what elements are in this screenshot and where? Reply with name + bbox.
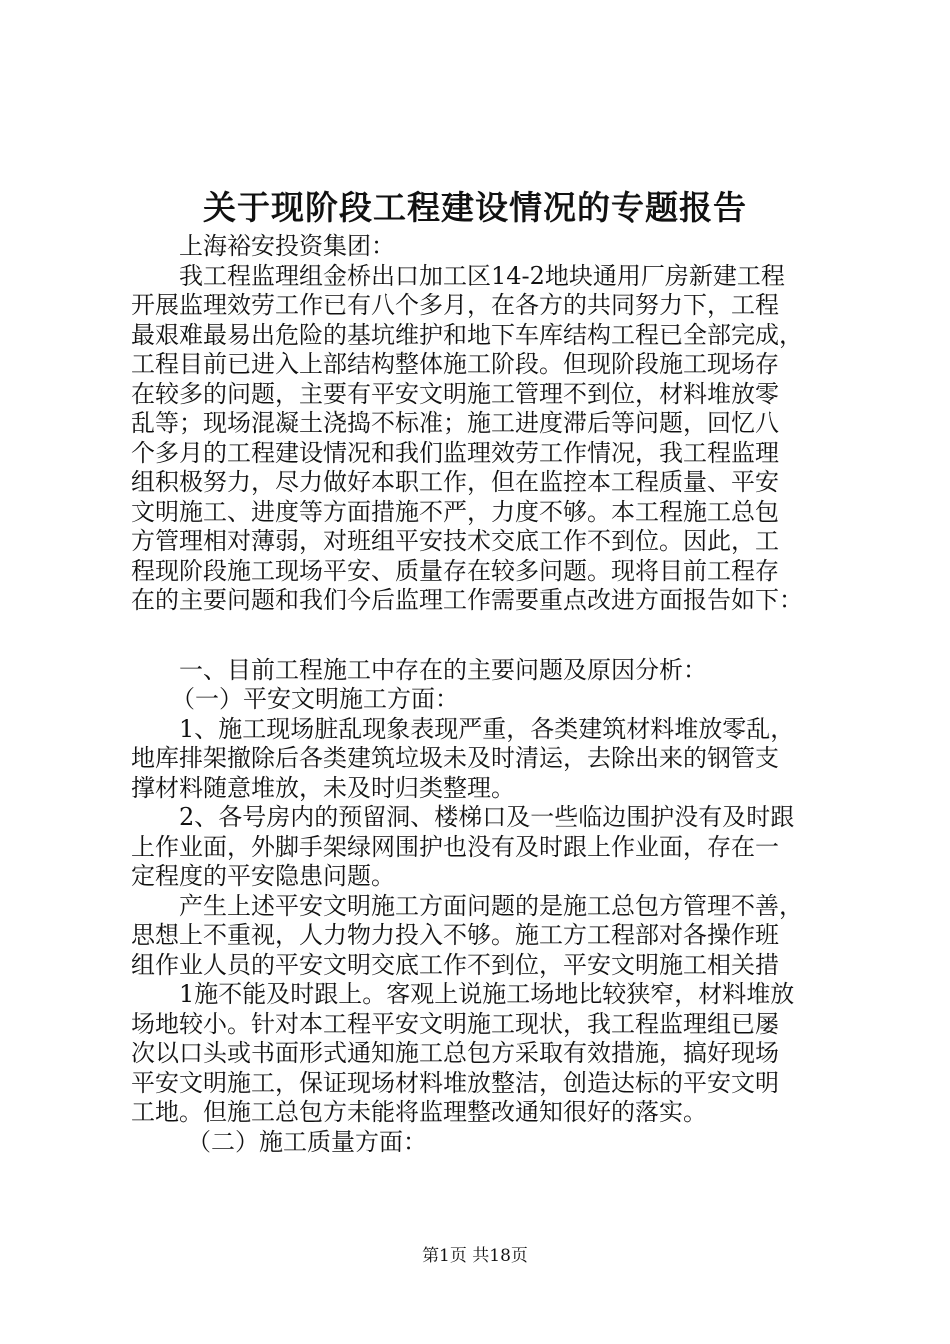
paragraph-line: 思想上不重视，人力物力投入不够。施工方工程部对各操作班 xyxy=(131,921,779,949)
paragraph-line: 1、施工现场脏乱现象表现严重，各类建筑材料堆放零乱， xyxy=(179,714,795,743)
document-title: 关于现阶段工程建设情况的专题报告 xyxy=(203,188,747,227)
paragraph-line: 我工程监理组金桥出口加工区14-2地块通用厂房新建工程 xyxy=(179,261,785,290)
paragraph-line: 在的主要问题和我们今后监理工作需要重点改进方面报告如下： xyxy=(131,586,803,614)
paragraph-line: 定程度的平安隐患问题。 xyxy=(131,862,395,890)
paragraph-line: 地库排架撤除后各类建筑垃圾未及时清运，去除出来的钢管支 xyxy=(131,744,779,772)
paragraph-line: 乱等；现场混凝土浇捣不标准；施工进度滞后等问题，回忆八 xyxy=(131,409,779,437)
paragraph-line: 2、各号房内的预留洞、楼梯口及一些临边围护没有及时跟 xyxy=(179,803,795,831)
section-heading: 一、目前工程施工中存在的主要问题及原因分析： xyxy=(179,655,707,684)
paragraph-line: 平安文明施工，保证现场材料堆放整洁，创造达标的平安文明 xyxy=(131,1068,779,1097)
paragraph-line: 在较多的问题，主要有平安文明施工管理不到位，材料堆放零 xyxy=(131,379,779,408)
salutation: 上海裕安投资集团： xyxy=(179,232,395,260)
document-body xyxy=(131,232,831,1157)
paragraph-gap xyxy=(131,616,831,656)
paragraph-line: 上作业面，外脚手架绿网围护也没有及时跟上作业面，存在一 xyxy=(131,832,779,861)
paragraph-line: 程现阶段施工现场平安、质量存在较多问题。现将目前工程存 xyxy=(131,556,779,585)
subsection-heading: （一）平安文明施工方面： xyxy=(171,685,459,713)
paragraph-line: 次以口头或书面形式通知施工总包方采取有效措施，搞好现场 xyxy=(131,1039,779,1067)
paragraph-line: 文明施工、进度等方面措施不严，力度不够。本工程施工总包 xyxy=(131,497,779,526)
paragraph-line: 工程目前已进入上部结构整体施工阶段。但现阶段施工现场存 xyxy=(131,350,779,378)
paragraph-line: 最艰难最易出危险的基坑维护和地下车库结构工程已全部完成， xyxy=(131,320,803,349)
paragraph-line: 组积极努力，尽力做好本职工作，但在监控本工程质量、平安 xyxy=(131,468,779,496)
paragraph-line: 1施不能及时跟上。客观上说施工场地比较狭窄，材料堆放 xyxy=(179,980,795,1008)
paragraph-line: 组作业人员的平安文明交底工作不到位，平安文明施工相关措 xyxy=(131,950,779,979)
paragraph-line: 个多月的工程建设情况和我们监理效劳工作情况，我工程监理 xyxy=(131,438,779,467)
paragraph-line: 撑材料随意堆放，未及时归类整理。 xyxy=(131,773,515,802)
paragraph-line: 开展监理效劳工作已有八个多月，在各方的共同努力下，工程 xyxy=(131,291,779,319)
paragraph-line: 方管理相对薄弱，对班组平安技术交底工作不到位。因此，工 xyxy=(131,527,779,555)
page-footer: 第1页 共18页 xyxy=(422,1246,528,1266)
subsection-heading: （二）施工质量方面： xyxy=(187,1127,427,1156)
paragraph-line: 工地。但施工总包方未能将监理整改通知很好的落实。 xyxy=(131,1098,707,1126)
paragraph-line: 场地较小。针对本工程平安文明施工现状，我工程监理组已屡 xyxy=(131,1009,779,1038)
paragraph-line: 产生上述平安文明施工方面问题的是施工总包方管理不善， xyxy=(179,891,803,920)
